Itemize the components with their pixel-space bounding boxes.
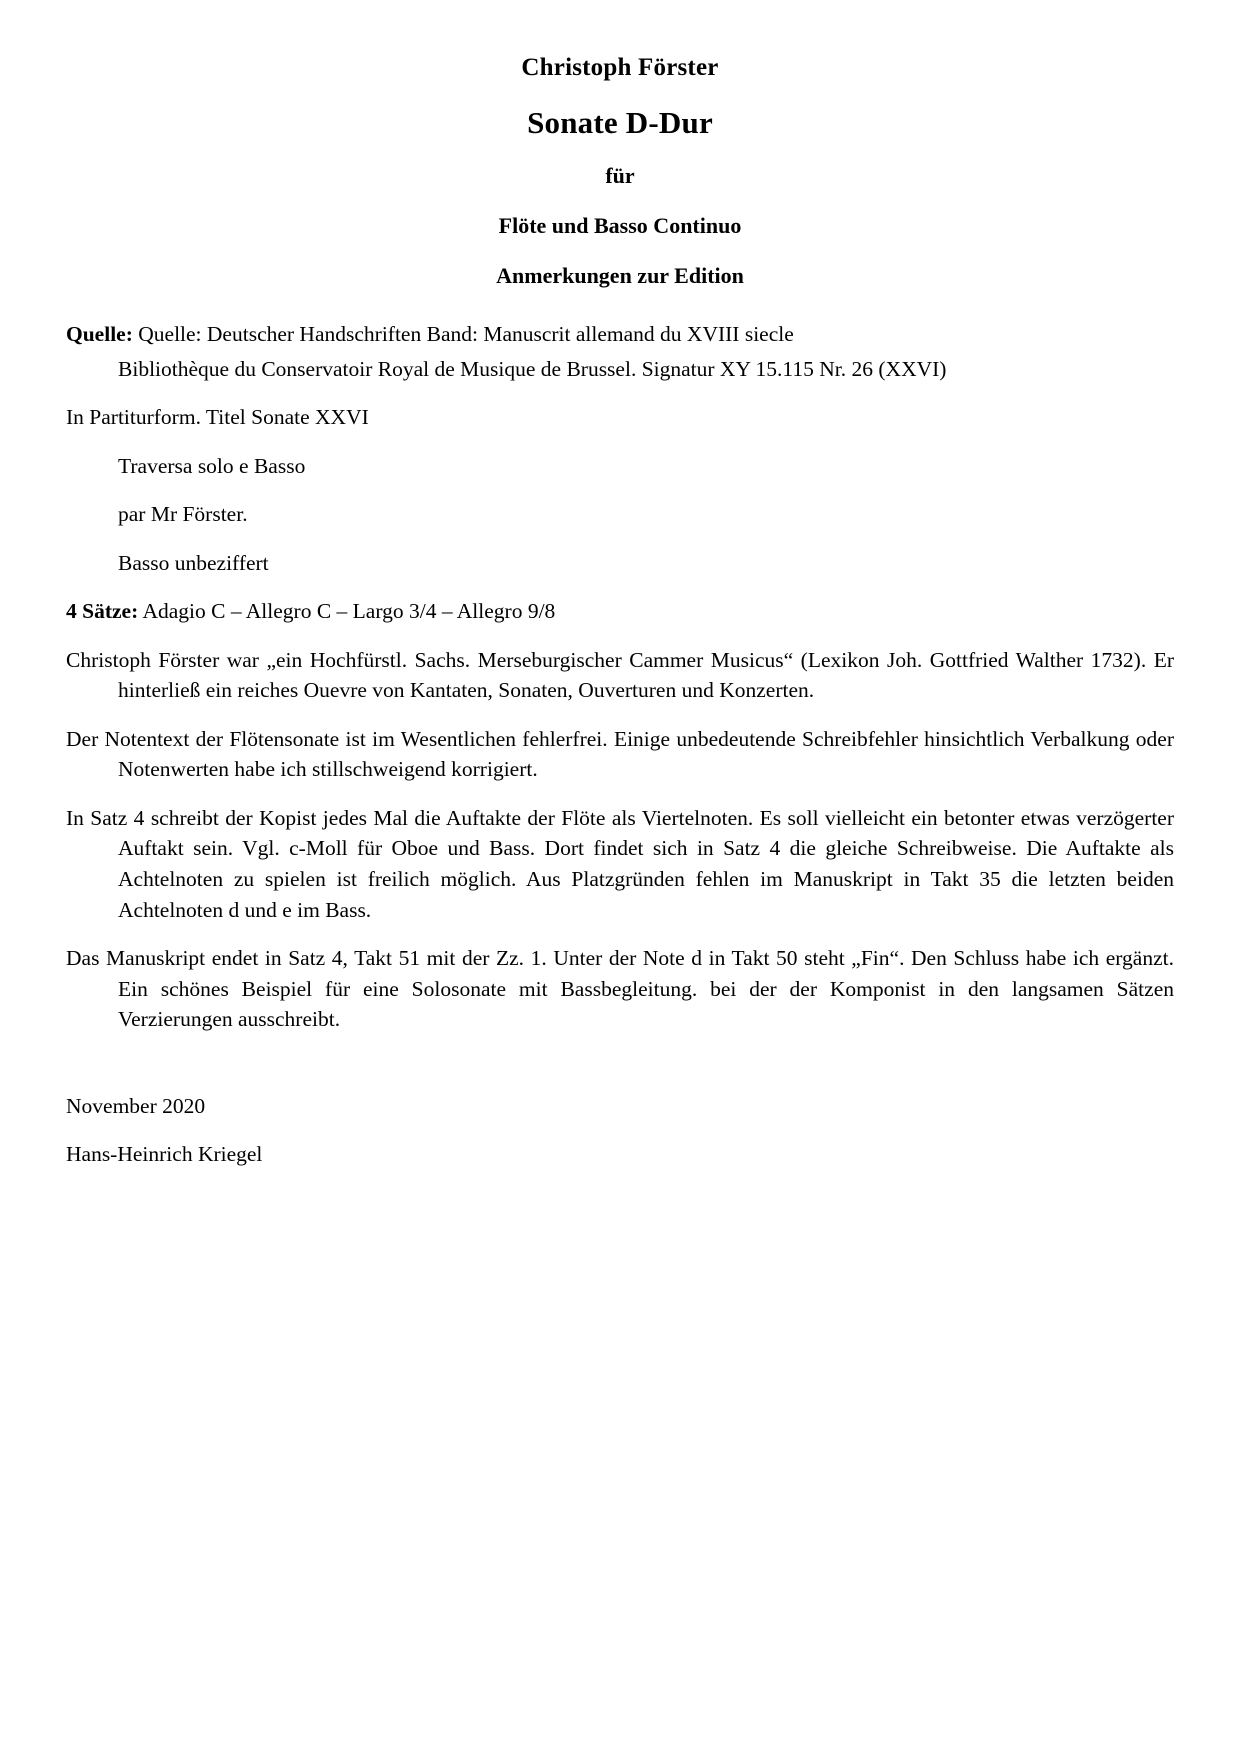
preposition-fuer: für <box>605 163 635 189</box>
manuscript-form: In Partiturform. Titel Sonate XXVI <box>66 405 369 430</box>
signature-block <box>66 1091 1174 1170</box>
source-paragraph <box>66 319 1174 350</box>
document-content <box>66 54 1174 1188</box>
notentext-paragraph: Der Notentext der Flötensonate ist im Wesentlichen fehlerfrei. Einige unbedeutende Schreibfehler hinsichtlich Verbalkung oder Notenwerten habe ich stillschweigend korrigiert. <box>66 726 1174 782</box>
source-label: Quelle: <box>66 322 133 347</box>
manuscript-bass-note: Basso unbeziffert <box>118 550 269 575</box>
manuscript-scoring: Traversa solo e Basso <box>118 453 306 478</box>
movements-list: Adagio C – Allegro C – Largo 3/4 – Allegro 9/8 <box>142 599 556 624</box>
manuscript-attribution: par Mr Förster. <box>118 502 248 527</box>
satz4-paragraph: In Satz 4 schreibt der Kopist jedes Mal die Auftakte der Flöte als Viertelnoten. Es soll vielleicht ein betonter etwas verzögerter Auftakt sein. Vgl. c-Moll für Oboe und Bass. Dort findet sich in Satz 4 die gleiche Schreibweise. Die Auftakte als Achtelnoten zu spielen ist freilich möglich. Aus Platzgründen fehlen im Manuskript in Takt 35 die letzten beiden Achtelnoten d und e im Bass. <box>66 805 1174 922</box>
source-line-2: Bibliothèque du Conservatoir Royal de Musique de Brussel. Signatur XY 15.115 Nr. 26 (XXVI) <box>118 356 947 381</box>
instrumentation: Flöte und Basso Continuo <box>498 212 742 238</box>
section-heading-edition-notes: Anmerkungen zur Edition <box>496 262 744 288</box>
composer-name: Christoph Förster <box>521 54 719 81</box>
work-title: Sonate D-Dur <box>527 104 713 140</box>
signature-date: November 2020 <box>66 1093 206 1118</box>
title-block <box>66 54 1174 288</box>
ending-paragraph: Das Manuskript endet in Satz 4, Takt 51 mit der Zz. 1. Unter der Note d in Takt 50 steht „Fin“. Den Schluss habe ich ergänzt. Ein schönes Beispiel für eine Solosonate mit Bassbegleitung. bei der der Komponist in den langsamen Sätzen Verzierungen ausschreibt. <box>66 946 1174 1032</box>
movements-paragraph <box>66 596 1174 627</box>
source-line-1: Quelle: Deutscher Handschriften Band: Manuscrit allemand du XVIII siecle <box>138 322 794 347</box>
signature-editor: Hans-Heinrich Kriegel <box>66 1142 263 1167</box>
source-line-2-row <box>66 354 1174 385</box>
movements-label: 4 Sätze: <box>66 599 139 624</box>
biography-paragraph: Christoph Förster war „ein Hochfürstl. Sachs. Merseburgischer Cammer Musicus“ (Lexikon Joh. Gottfried Walther 1732). Er hinterließ ein reiches Ouevre von Kantaten, Sonaten, Ouverturen und Konzerten. <box>66 647 1174 703</box>
